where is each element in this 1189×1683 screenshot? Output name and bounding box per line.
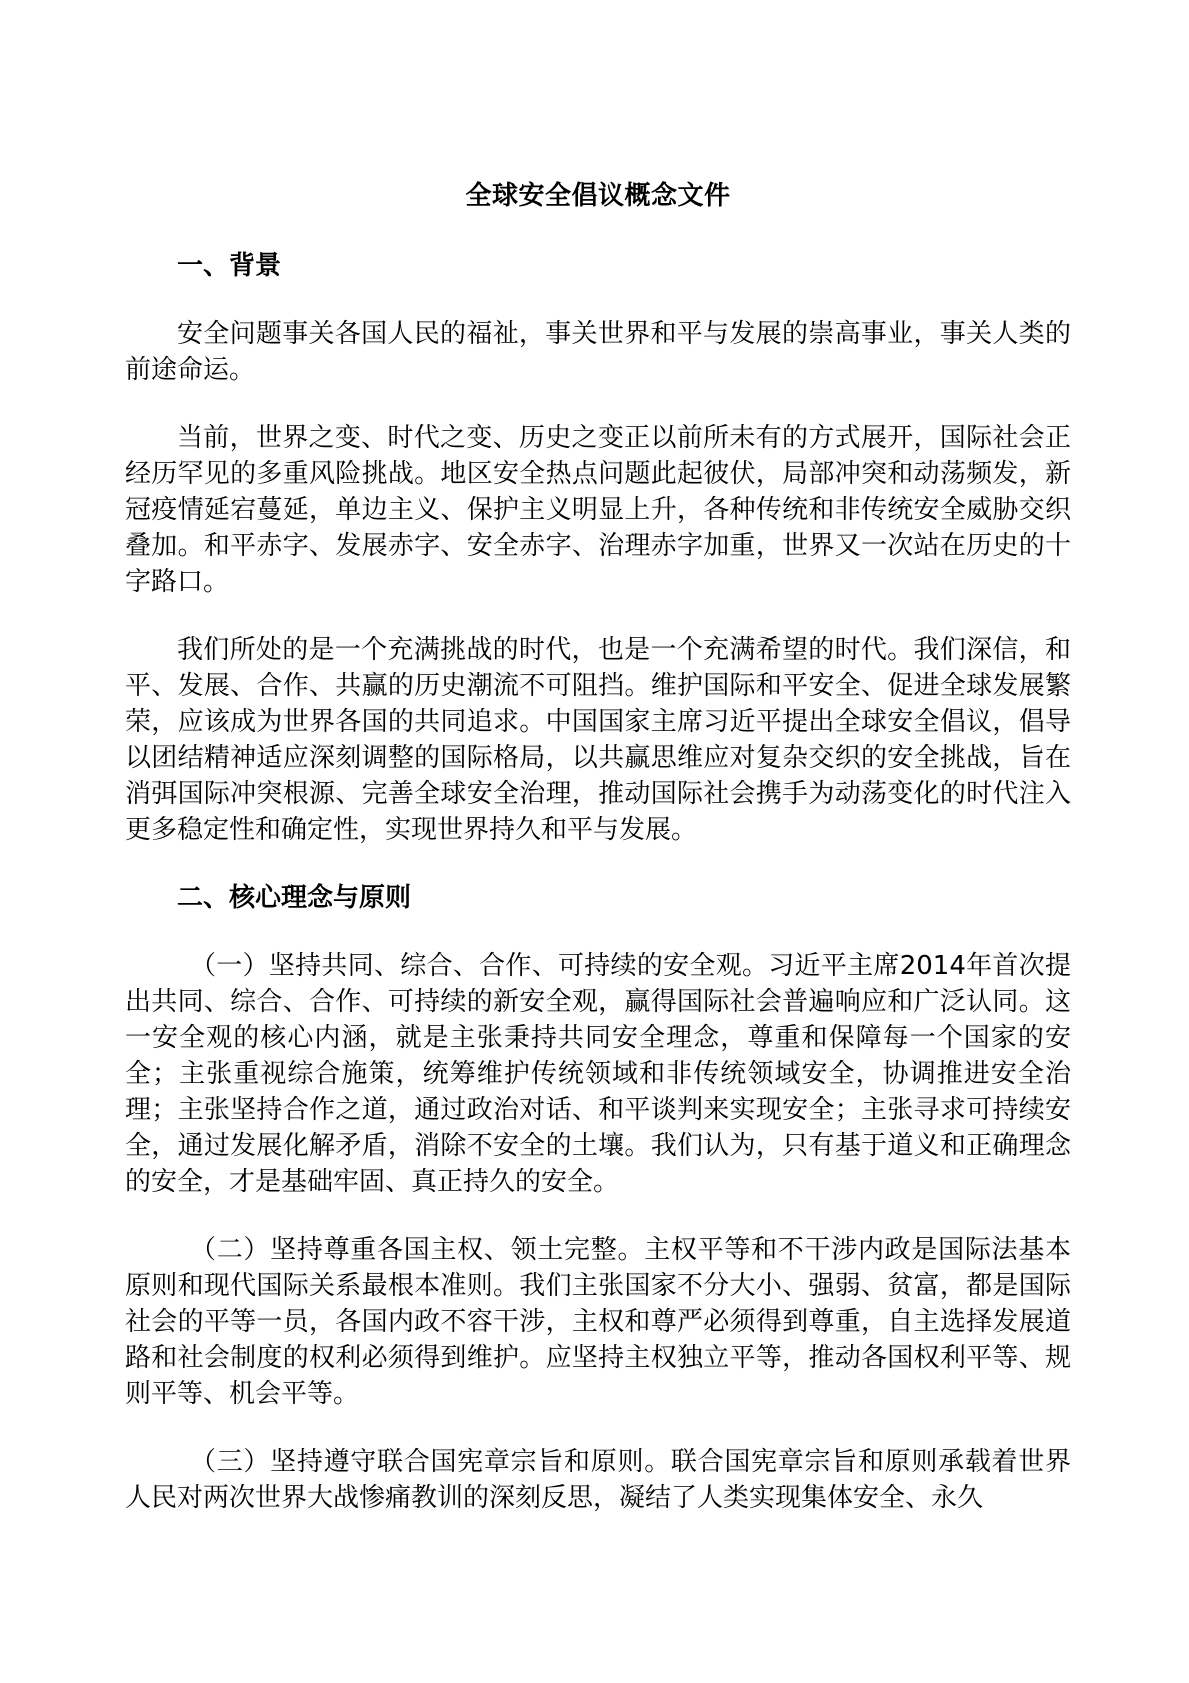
spacer bbox=[125, 600, 1071, 632]
document-body bbox=[125, 178, 1071, 1516]
paragraph: 安全问题事关各国人民的福祉，事关世界和平与发展的崇高事业，事关人类的前途命运。 bbox=[125, 319, 1071, 385]
paragraph: （一）坚持共同、综合、合作、可持续的安全观。习近平主席2014年首次提出共同、综合、合作、可持续的新安全观，赢得国际社会普遍响应和广泛认同。这一安全观的核心内涵，就是主张秉持共同安全理念，尊重和保障每一个国家的安全；主张重视综合施策，统筹维护传统领域和非传统领域安全，协调推进安全治理；主张坚持合作之道，通过政治对话、和平谈判来实现安全；主张寻求可持续安全，通过发展化解矛盾，消除不安全的土壤。我们认为，只有基于道义和正确理念的安全，才是基础牢固、真正持久的安全。 bbox=[125, 951, 1071, 1197]
paragraph: 我们所处的是一个充满挑战的时代，也是一个充满希望的时代。我们深信，和平、发展、合作、共赢的历史潮流不可阻挡。维护国际和平安全、促进全球发展繁荣，应该成为世界各国的共同追求。中国国家主席习近平提出全球安全倡议，倡导以团结精神适应深刻调整的国际格局，以共赢思维应对复杂交织的安全挑战，旨在消弭国际冲突根源、完善全球安全治理，推动国际社会携手为动荡变化的时代注入更多稳定性和确定性，实现世界持久和平与发展。 bbox=[125, 635, 1071, 845]
spacer bbox=[125, 214, 1071, 248]
document-title: 全球安全倡议概念文件 bbox=[465, 181, 731, 211]
spacer bbox=[125, 1412, 1071, 1444]
spacer bbox=[125, 1200, 1071, 1232]
spacer bbox=[125, 388, 1071, 420]
spacer bbox=[125, 848, 1071, 880]
paragraph: （二）坚持尊重各国主权、领土完整。主权平等和不干涉内政是国际法基本原则和现代国际关系最根本准则。我们主张国家不分大小、强弱、贫富，都是国际社会的平等一员，各国内政不容干涉，主权和尊严必须得到尊重，自主选择发展道路和社会制度的权利必须得到维护。应坚持主权独立平等，推动各国权利平等、规则平等、机会平等。 bbox=[125, 1235, 1071, 1409]
section-heading-background: 一、背景 bbox=[177, 251, 282, 281]
section-heading-core-principles: 二、核心理念与原则 bbox=[177, 883, 412, 913]
spacer bbox=[125, 284, 1071, 316]
paragraph: 当前，世界之变、时代之变、历史之变正以前所未有的方式展开，国际社会正经历罕见的多重风险挑战。地区安全热点问题此起彼伏，局部冲突和动荡频发，新冠疫情延宕蔓延，单边主义、保护主义明显上升，各种传统和非传统安全威胁交织叠加。和平赤字、发展赤字、安全赤字、治理赤字加重，世界又一次站在历史的十字路口。 bbox=[125, 423, 1071, 597]
spacer bbox=[125, 916, 1071, 948]
paragraph: （三）坚持遵守联合国宪章宗旨和原则。联合国宪章宗旨和原则承载着世界人民对两次世界大战惨痛教训的深刻反思，凝结了人类实现集体安全、永久 bbox=[125, 1447, 1071, 1513]
